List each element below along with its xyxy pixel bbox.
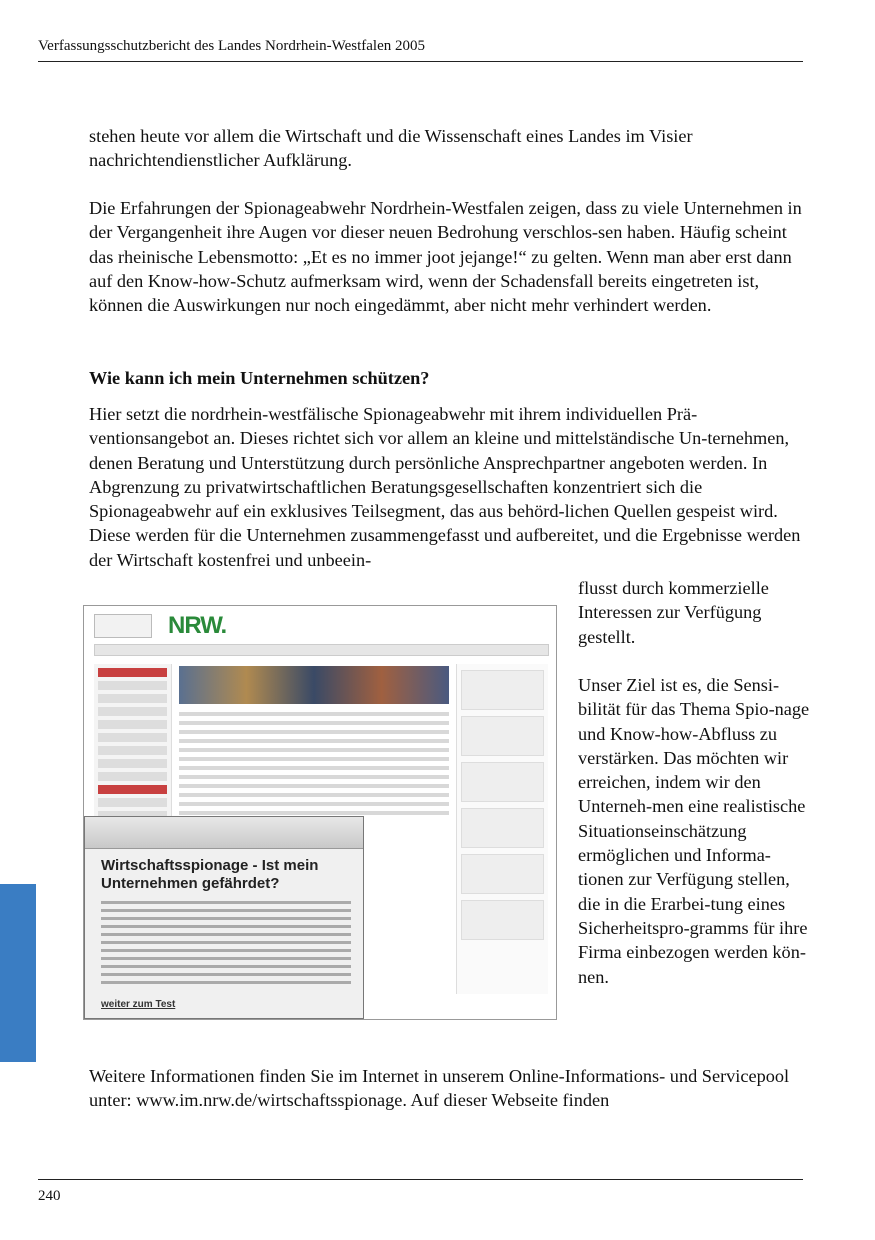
page-number: 240 (38, 1188, 61, 1204)
website-banner-image (179, 666, 449, 704)
popup-continue-link: weiter zum Test (101, 999, 176, 1010)
nrw-logo: NRW. (168, 612, 227, 639)
paragraph-5: Weitere Informationen finden Sie im Internet in unserem Online-Informations- und Servicepool unter: www.im.nrw.de/wirtschaftsspionage. Auf dieser Webseite finden (89, 1066, 790, 1111)
popup-window (84, 816, 364, 1019)
website-search-bar (94, 644, 549, 656)
paragraph-2: Die Erfahrungen der Spionageabwehr Nordrhein-Westfalen zeigen, dass zu viele Unternehmen in der Vergangenheit ihre Augen vor dieser neuen Bedrohung verschlos-sen haben. Häufig scheint das rheinische Lebensmotto: „Et es no immer joot jejange!“ zu gelten. Wenn man aber erst dann auf den Know-how-Schutz aufmerksam wird, wenn der Schadensfall bereits eingetreten ist, können die Auswirkungen nur noch eingedämmt, aber nicht mehr verhindert werden. (89, 198, 802, 316)
website-right-sidebar (456, 664, 548, 994)
popup-title: Wirtschaftsspionage - Ist mein Unternehmen gefährdet? (101, 857, 319, 892)
paragraph-4: Unser Ziel ist es, die Sensi-bilität für das Thema Spio-nage und Know-how-Abfluss zu verstärken. Das möchten wir erreichen, indem wir den Unterneh-men eine realistische Situationseinschätzung ermöglichen und Informa-tionen zur Verfügung stellen, die in die Erarbei-tung eines Sicherheitspro-gramms für ihre Firma einbezogen werden kön-nen. (578, 675, 810, 987)
website-screenshot-figure (83, 605, 557, 1020)
chapter-side-tab (0, 884, 36, 1062)
paragraph-1: stehen heute vor allem die Wirtschaft und die Wissenschaft eines Landes im Visier nachrichtendienstlicher Aufklärung. (89, 126, 693, 171)
paragraph-3: Hier setzt die nordrhein-westfälische Spionageabwehr mit ihrem individuellen Prä-ventionsangebot an. Dieses richtet sich vor allem an kleine und mittelständische Un-ternehmen, denen Beratung und Unterstützung durch persönliche Ansprechpartner angeboten werden. In Abgrenzung zu privatwirtschaftlichen Beratungsgesellschaften konzentriert sich die Spionageabwehr auf ein exklusives Teilsegment, das aus behörd-lichen Quellen gespeist wird. Diese werden für die Unternehmen zusammengefasst und aufbereitet, und die Ergebnisse werden der Wirtschaft kostenfrei und unbeein- (89, 404, 801, 570)
website-main-content (179, 712, 449, 820)
section-heading: Wie kann ich mein Unternehmen schützen? (89, 368, 430, 388)
popup-body-text (101, 901, 351, 989)
coat-of-arms-icon (94, 614, 152, 638)
footer-divider (38, 1179, 803, 1180)
paragraph-3-continuation: flusst durch kommerzielle Interessen zur Verfügung gestellt. (578, 578, 769, 647)
popup-toolbar (85, 817, 363, 849)
running-header: Verfassungsschutzbericht des Landes Nordrhein-Westfalen 2005 (38, 38, 803, 62)
